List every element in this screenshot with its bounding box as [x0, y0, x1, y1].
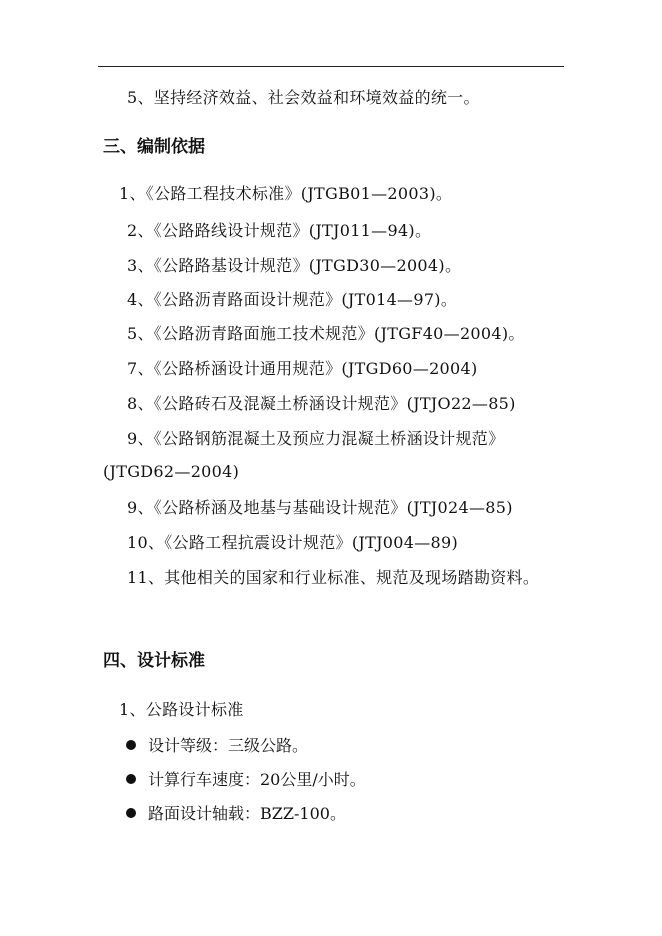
bullet-item	[126, 736, 308, 756]
basis-item-2: 2、《公路路线设计规范》(JTJ011—94)。	[127, 221, 432, 240]
basis-item-10: 10、《公路工程抗震设计规范》(JTJ004—89)	[127, 533, 459, 552]
bullet-text: 路面设计轴载：BZZ-100。	[148, 804, 346, 823]
basis-item-7: 7、《公路桥涵设计通用规范》(JTGD60—2004)	[127, 359, 478, 378]
basis-item-8: 8、《公路砖石及混凝土桥涵设计规范》(JTJO22—85)	[127, 394, 516, 413]
bullet-item	[126, 770, 366, 790]
header-rule	[98, 66, 564, 67]
basis-item-4: 4、《公路沥青路面设计规范》(JT014—97)。	[127, 290, 458, 309]
bullet-dot-icon	[126, 774, 136, 784]
basis-item-5: 5、《公路沥青路面施工技术规范》(JTGF40—2004)。	[127, 324, 525, 343]
bullet-item	[126, 804, 346, 824]
section-heading-standards: 四、设计标准	[103, 651, 205, 671]
basis-item-11: 11、其他相关的国家和行业标准、规范及现场踏勘资料。	[127, 568, 540, 587]
bullet-text: 设计等级：三级公路。	[148, 736, 309, 755]
bullet-dot-icon	[126, 808, 136, 818]
bullet-text: 计算行车速度：20公里/小时。	[148, 770, 366, 789]
section-heading-basis: 三、编制依据	[103, 137, 205, 157]
bullet-dot-icon	[126, 740, 136, 750]
basis-item-1: 1、《公路工程技术标准》(JTGB01—2003)。	[119, 184, 453, 203]
basis-item-3: 3、《公路路基设计规范》(JTGD30—2004)。	[127, 256, 462, 275]
basis-item-9a-code: (JTGD62—2004)	[103, 462, 240, 481]
basis-item-9b: 9、《公路桥涵及地基与基础设计规范》(JTJ024—85)	[127, 498, 513, 517]
principle-item-5: 5、坚持经济效益、社会效益和环境效益的统一。	[127, 88, 480, 107]
basis-item-9a: 9、《公路钢筋混凝土及预应力混凝土桥涵设计规范》	[127, 429, 505, 448]
standards-sub-1: 1、公路设计标准	[119, 700, 244, 719]
